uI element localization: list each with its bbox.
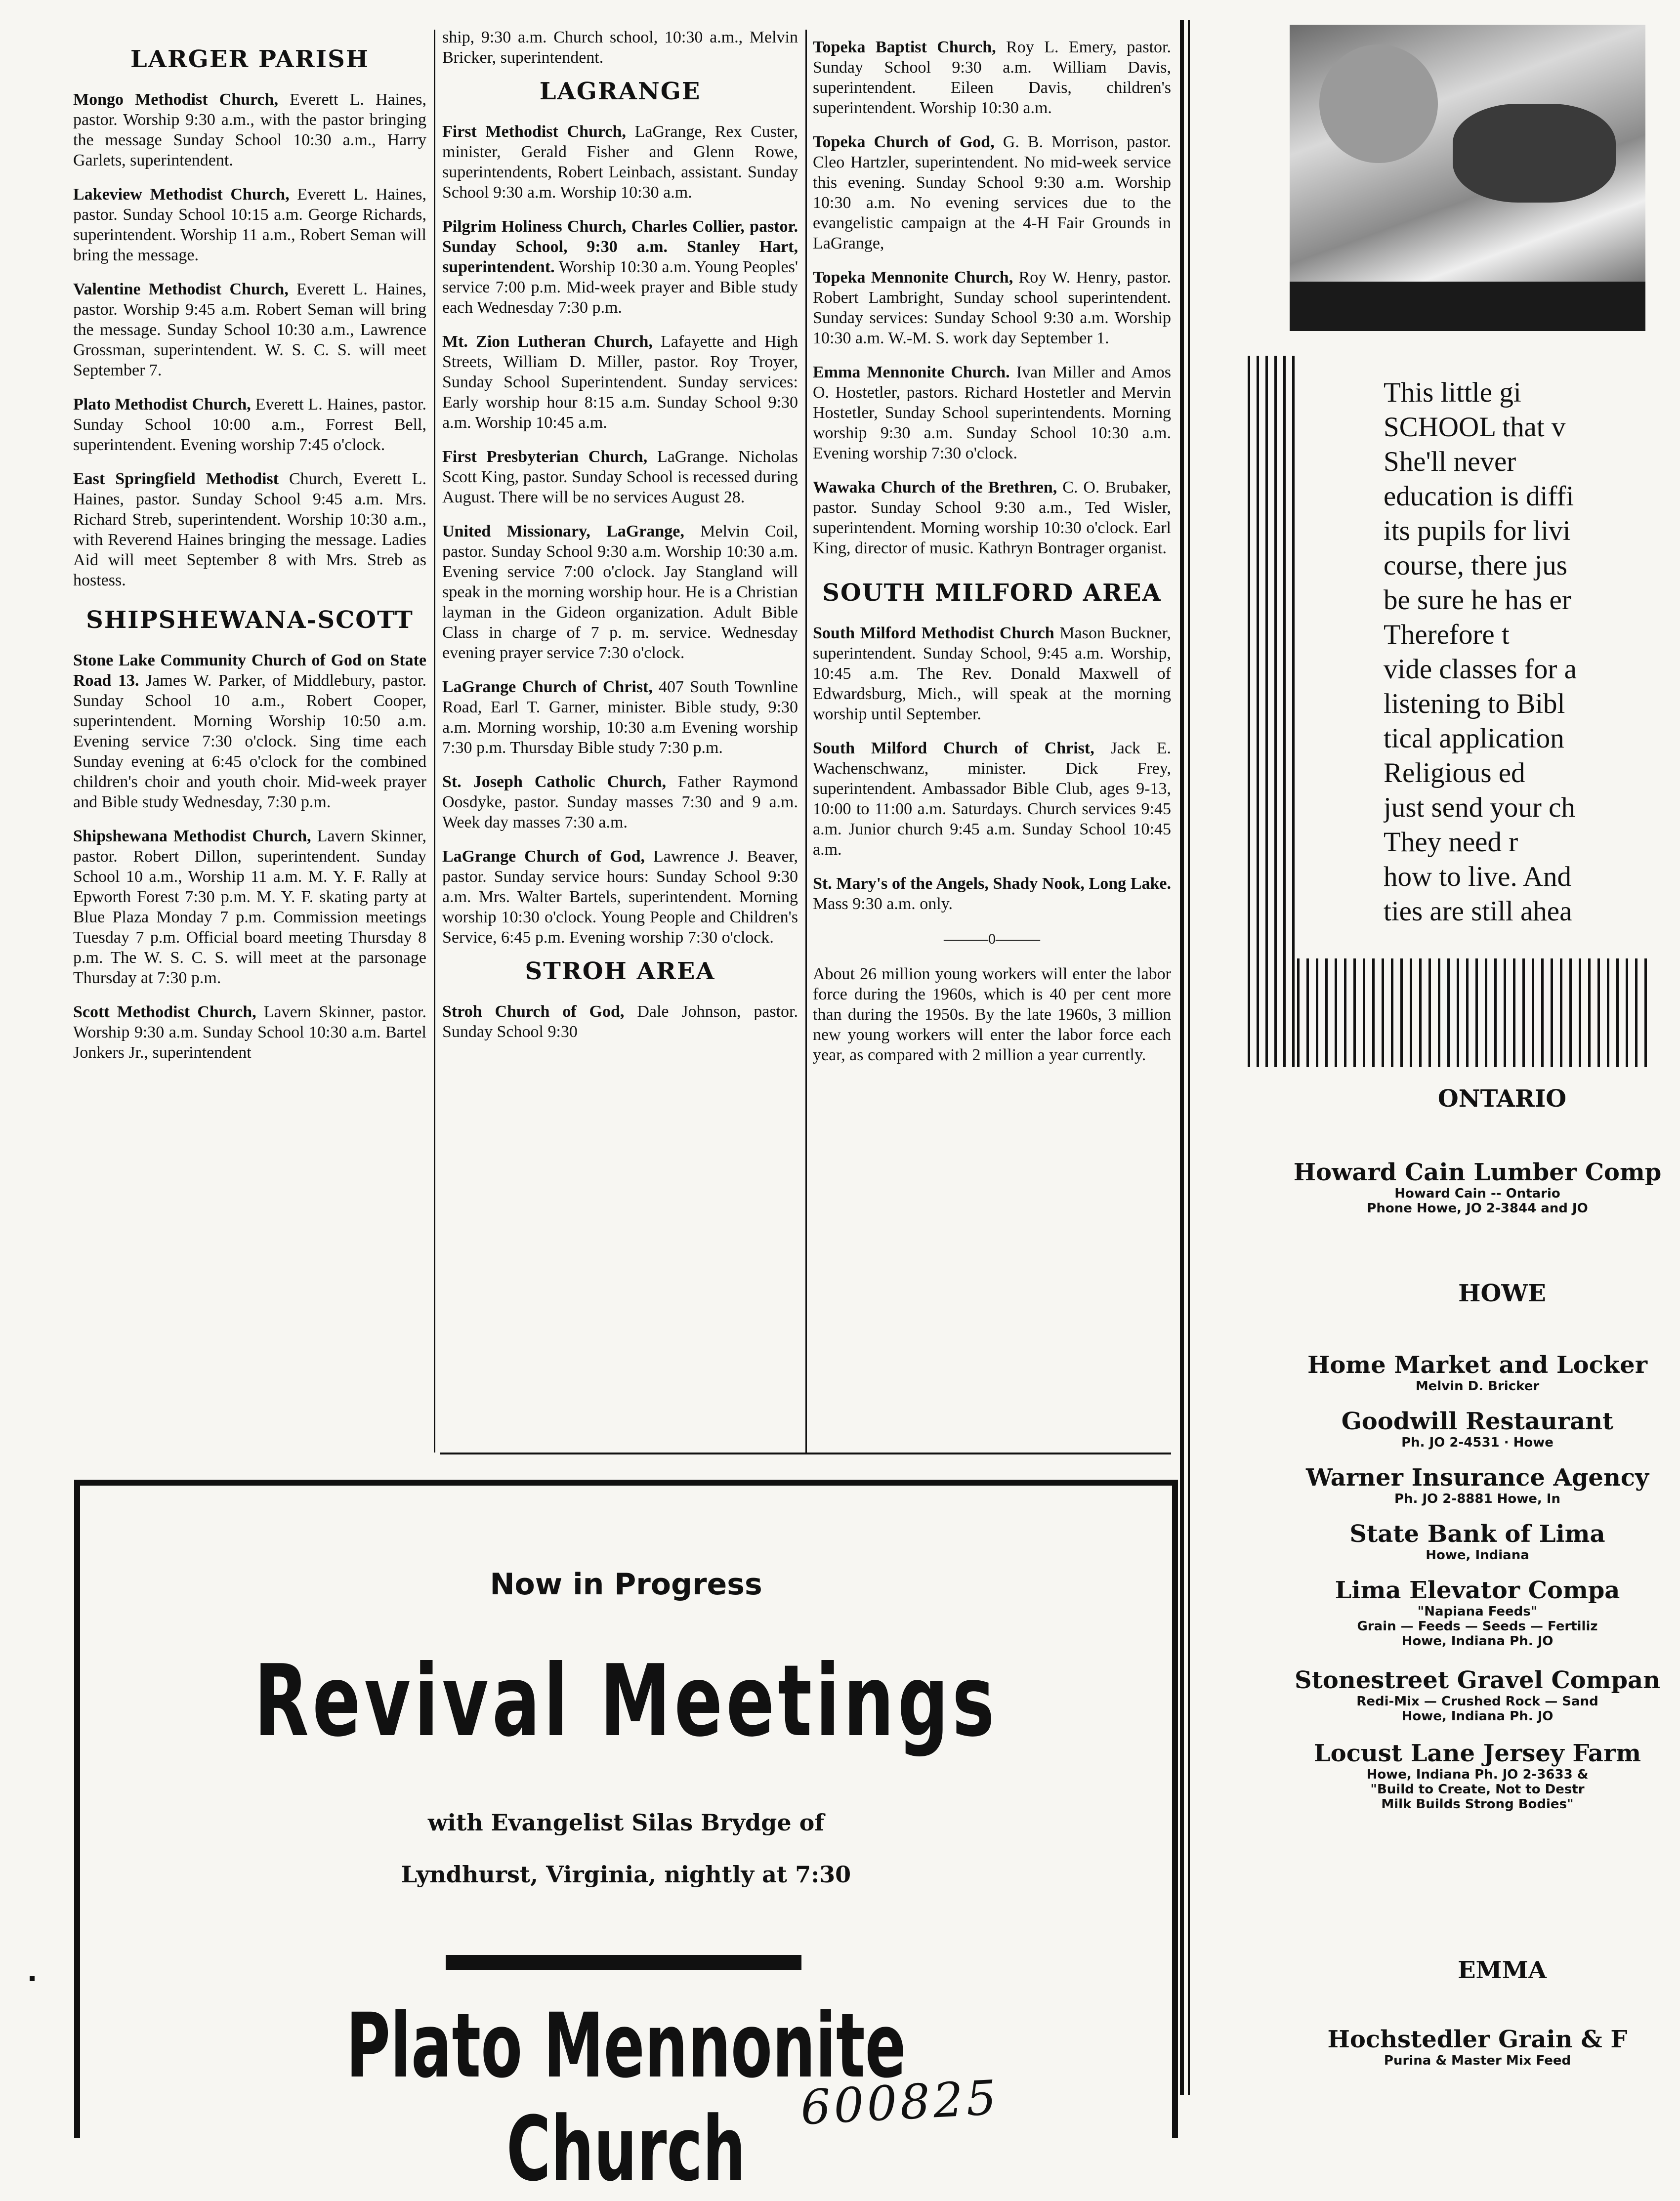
listing-name: LaGrange Church of God, bbox=[442, 847, 645, 866]
listing-name: First Methodist Church, bbox=[442, 123, 626, 141]
church-listing bbox=[442, 677, 798, 758]
listing-name: East Springfield Methodist bbox=[73, 470, 279, 488]
listing-details: Father Raymond Oosdyke, pastor. Sunday masses 7:30 and 9 a.m. Week day masses 7:30 a.m. bbox=[442, 773, 798, 831]
listing-details: James W. Parker, of Middlebury, pastor. Sunday School 10 a.m., Robert Cooper, superintendent. Morning Worship 10:50 a.m. Evening service 7:30 o'clock. Sing time each Sunday evening at 6:45 o'clock for the combined children's choir and youth choir. Mid-week prayer and Bible study Wednesday, 7:30 p.m. bbox=[73, 671, 427, 811]
listing-details: Everett L. Haines, pastor. Worship 9:30 a.m., with the pastor bringing the message Sunday School 10:30 a.m., Harry Garlets, superintendent. bbox=[73, 90, 426, 169]
photo bbox=[1290, 25, 1645, 331]
listing-details: Worship 10:30 a.m. Young Peoples' service 7:00 p.m. Mid-week prayer and Bible study each Wednesday 7:30 p.m. bbox=[442, 258, 798, 317]
business-detail: Ph. JO 2-4531 · Howe bbox=[1401, 1435, 1554, 1450]
listing-details: C. O. Brubaker, pastor. Sunday School 9:30 a.m., Ted Wisler, superintendent. Morning worship 10:30 o'clock. Earl King, director of music. Kathryn Bontrager organist. bbox=[813, 478, 1172, 557]
page-rule bbox=[1180, 20, 1184, 2095]
photo-shape bbox=[1290, 282, 1645, 331]
listing-name: Shipshewana Methodist Church, bbox=[73, 827, 311, 845]
news-item: About 26 million young workers will enter the labor force during the 1960s, which is 40 per cent more than during the 1950s. By the late 1960s, 3 million new young workers will enter the labor force each year, as compared with 2 million a year currently. bbox=[813, 965, 1171, 1064]
listing-details: Mass 9:30 a.m. only. bbox=[813, 895, 953, 913]
revival-ad bbox=[74, 1480, 1178, 2201]
stripes-bottom bbox=[1297, 958, 1653, 1067]
business-name: Locust Lane Jersey Farm bbox=[1313, 1740, 1641, 1767]
ad-text-line: course, there jus bbox=[1384, 550, 1567, 581]
business-detail: Grain — Feeds — Seeds — Fertiliz bbox=[1357, 1619, 1598, 1634]
listing-details: LaGrange. Nicholas Scott King, pastor. Sunday School is recessed during August. There will be no services August 28. bbox=[442, 448, 798, 506]
business-listing bbox=[1285, 2026, 1670, 2068]
business-listing bbox=[1285, 1740, 1670, 1812]
school-ad-text bbox=[1384, 375, 1680, 929]
listing-details: Everett L. Haines, pastor. Worship 9:45 a.m. Robert Seman will bring the message. Sunday School 10:30 a.m., Lawrence Grossman, superintendent. W. S. C. S. will meet September 7. bbox=[73, 280, 426, 379]
listing-details: Jack E. Wachenschwanz, minister. Dick Frey, superintendent. Ambassador Bible Club, ages 9-13, 10:00 to 11:00 a.m. Saturdays. Church services 9:45 a.m. Junior church 9:45 a.m. Sunday School 10:45 a.m. bbox=[813, 739, 1171, 859]
listing-name: Topeka Mennonite Church, bbox=[813, 268, 1013, 287]
listing-details: Mason Buckner, superintendent. Sunday School, 9:45 a.m. Worship, 10:45 a.m. The Rev. Donald Maxwell of Edwardsburg, Mich., will speak at the morning worship until September. bbox=[813, 624, 1171, 723]
business-name: Warner Insurance Agency bbox=[1306, 1464, 1649, 1492]
church-listing bbox=[73, 184, 426, 265]
listing-details: Everett L. Haines, pastor. Sunday School 10:00 a.m., Forrest Bell, superintendent. Evening worship 7:45 o'clock. bbox=[73, 395, 426, 454]
listing-name: Plato Methodist Church, bbox=[73, 395, 251, 414]
ad-text-line: its pupils for livi bbox=[1384, 515, 1571, 546]
business-name: Lima Elevator Compa bbox=[1335, 1577, 1620, 1604]
heading-shipshewana-scott: SHIPSHEWANA-SCOTT bbox=[86, 606, 414, 634]
listing-name: St. Joseph Catholic Church, bbox=[442, 773, 666, 791]
listing-details: Ivan Miller and Amos O. Hostetler, pastors. Richard Hostetler and Mervin Hostetler, Sunday School superintendents. Morning worship 9:30 a.m. Sunday School 10:30 a.m. Evening worship 7:30 o'clock. bbox=[813, 363, 1172, 462]
listing-name: Valentine Methodist Church, bbox=[73, 280, 289, 298]
listing-name: Mt. Zion Lutheran Church, bbox=[442, 332, 653, 351]
business-name: Stonestreet Gravel Compan bbox=[1294, 1666, 1661, 1694]
church-listing bbox=[73, 394, 426, 455]
stripes-left bbox=[1248, 356, 1297, 1067]
listing-name: Mongo Methodist Church, bbox=[73, 90, 279, 109]
bottom-mark bbox=[30, 1976, 35, 1981]
listing-name: Pilgrim Holiness Church, Charles Collier, pastor. Sunday School, 9:30 a.m. Stanley Hart, superintendent. bbox=[442, 217, 798, 276]
business-detail: Howe, Indiana bbox=[1426, 1548, 1529, 1563]
listing-details: G. B. Morrison, pastor. Cleo Hartzler, superintendent. No mid-week service this evening. Sunday School 9:30 a.m. Worship 10:30 a.m. No evening services due to the evangelistic campaign at the 4-H Fair Grounds in LaGrange, bbox=[813, 133, 1172, 252]
church-listing bbox=[813, 738, 1171, 860]
heading-lagrange: LAGRANGE bbox=[539, 78, 701, 105]
business-name: Hochstedler Grain & F bbox=[1327, 2026, 1628, 2053]
ad-text-line: Religious ed bbox=[1384, 757, 1525, 789]
business-name: Goodwill Restaurant bbox=[1341, 1408, 1614, 1435]
listing-details: Lavern Skinner, pastor. Robert Dillon, superintendent. Sunday School 10 a.m., Worship 11 a.m. M. Y. F. Rally at Epworth Forest 7:30 p.m. M. Y. F. skating party at Blue Plaza Monday 7 p.m. Commission meetings Tuesday 7 p.m. Official board meeting Thursday 8 p.m. The W. S. C. S. will meet at the parsonage Thursday at 7:30 p.m. bbox=[73, 827, 426, 987]
column-1 bbox=[73, 30, 426, 1077]
business-listing bbox=[1285, 1520, 1670, 1563]
business-detail: "Build to Create, Not to Destr bbox=[1370, 1782, 1585, 1797]
church-listing bbox=[442, 521, 798, 663]
column-rule bbox=[805, 30, 807, 1453]
topeka-listings bbox=[813, 37, 1171, 558]
listing-details: Roy L. Emery, pastor. Sunday School 9:30 a.m. William Davis, superintendent. Eileen Davis, children's superintendent. Worship 10:30 a.m. bbox=[813, 38, 1171, 117]
ad-text-line: SCHOOL that v bbox=[1384, 412, 1566, 443]
heading-larger-parish: LARGER PARISH bbox=[130, 45, 370, 73]
ad-text-line: vide classes for a bbox=[1384, 654, 1577, 685]
ad-text-line: listening to Bibl bbox=[1384, 688, 1565, 719]
larger-parish-listings bbox=[73, 89, 426, 590]
heading-stroh-area: STROH AREA bbox=[525, 957, 715, 985]
directory-heading-emma: EMMA bbox=[1457, 1956, 1547, 1984]
church-listing bbox=[813, 873, 1171, 914]
ad-text-line: education is diffi bbox=[1384, 481, 1574, 512]
business-detail: Phone Howe, JO 2-3844 and JO bbox=[1367, 1201, 1588, 1216]
business-listing bbox=[1285, 1351, 1670, 1394]
listing-details: Lafayette and High Streets, William D. Miller, pastor. Roy Troyer, Sunday School Superintendent. Sunday services: Early worship hour 8:15 a.m. Sunday School 9:30 a.m. Worship 10:45 a.m. bbox=[442, 332, 798, 432]
church-listing bbox=[813, 267, 1171, 348]
photo-shape bbox=[1453, 104, 1616, 203]
business-name: Howard Cain Lumber Comp bbox=[1293, 1159, 1662, 1186]
business-listing bbox=[1285, 1159, 1670, 1216]
business-name: Home Market and Locker bbox=[1307, 1351, 1647, 1379]
divider: ———0——— bbox=[944, 931, 1040, 947]
directory-heading-howe: HOWE bbox=[1458, 1280, 1546, 1307]
listing-name: Topeka Baptist Church, bbox=[813, 38, 996, 56]
ad-text-line: tical application bbox=[1384, 723, 1564, 754]
ad-rule bbox=[446, 1955, 801, 1970]
listing-details: Church, Everett L. Haines, pastor. Sunday School 9:45 a.m. Mrs. Richard Streb, superintendent. Worship 10:30 a.m., with Reverend Haines bringing the message. Ladies Aid will meet September 8 with Mrs. Streb as hostess. bbox=[73, 470, 426, 589]
business-detail: Redi-Mix — Crushed Rock — Sand bbox=[1356, 1694, 1598, 1709]
business-detail: Ph. JO 2-8881 Howe, In bbox=[1394, 1492, 1560, 1506]
business-name: State Bank of Lima bbox=[1349, 1520, 1605, 1548]
business-detail: Howe, Indiana Ph. JO bbox=[1401, 1709, 1554, 1724]
page-rule bbox=[1188, 20, 1190, 2095]
business-detail: Howe, Indiana Ph. JO bbox=[1401, 1634, 1554, 1649]
church-listing bbox=[813, 362, 1171, 463]
church-listing bbox=[813, 37, 1171, 118]
handwritten-number: 600825 bbox=[799, 2070, 1001, 2136]
listing-name: Stroh Church of God, bbox=[442, 1002, 625, 1021]
business-listing bbox=[1285, 1408, 1670, 1450]
ad-text-line: They need r bbox=[1384, 827, 1518, 858]
listing-details: Lavern Skinner, pastor. Worship 9:30 a.m. Sunday School 10:30 a.m. Bartel Jonkers Jr., superintendent bbox=[73, 1003, 426, 1062]
church-listing bbox=[442, 846, 798, 948]
listing-details: Dale Johnson, pastor. Sunday School 9:30 bbox=[442, 1002, 798, 1041]
church-listing bbox=[442, 216, 798, 318]
south-milford-listings bbox=[813, 623, 1171, 914]
ad-text-line: This little gi bbox=[1384, 377, 1521, 408]
church-listing bbox=[813, 623, 1171, 724]
ad-text-line: how to live. And bbox=[1384, 861, 1571, 892]
shipshewana-listings bbox=[73, 650, 426, 1063]
photo-shape bbox=[1319, 44, 1438, 163]
business-detail: Milk Builds Strong Bodies" bbox=[1381, 1797, 1574, 1812]
listing-name: Wawaka Church of the Brethren, bbox=[813, 478, 1057, 497]
church-listing bbox=[442, 122, 798, 203]
ad-title: Revival Meetings bbox=[254, 1644, 998, 1759]
church-listing bbox=[73, 650, 426, 812]
listing-name: Scott Methodist Church, bbox=[73, 1003, 256, 1021]
listing-name: Lakeview Methodist Church, bbox=[73, 185, 290, 204]
ad-text-line: just send your ch bbox=[1384, 792, 1575, 823]
ad-line-2: Lyndhurst, Virginia, nightly at 7:30 bbox=[401, 1861, 851, 1888]
church-listing bbox=[442, 1001, 798, 1042]
listing-name: St. Mary's of the Angels, Shady Nook, Long Lake. bbox=[813, 874, 1171, 893]
ad-top-line: Now in Progress bbox=[490, 1567, 762, 1602]
ad-text-line: Therefore t bbox=[1384, 619, 1510, 650]
ad-line-1: with Evangelist Silas Brydge of bbox=[427, 1809, 825, 1836]
listing-details: Everett L. Haines, pastor. Sunday School 10:15 a.m. George Richards, superintendent. Worship 11 a.m., Robert Seman will bring the message. bbox=[73, 185, 426, 264]
church-listing bbox=[73, 89, 426, 170]
business-listing bbox=[1285, 1464, 1670, 1506]
column-3 bbox=[813, 37, 1171, 1079]
church-listing bbox=[73, 279, 426, 380]
ad-text-line: ties are still ahea bbox=[1384, 896, 1572, 927]
listing-details: LaGrange, Rex Custer, minister, Gerald Fisher and Glenn Rowe, superintendents, Robert Leinbach, assistant. Sunday School 9:30 a.m. Worship 10:30 a.m. bbox=[442, 123, 798, 202]
business-listing bbox=[1285, 1666, 1670, 1724]
listing-details: 407 South Townline Road, Earl T. Garner, minister. Bible study, 9:30 a.m. Morning worship, 10:30 a.m Evening worship 7:30 p.m. Thursday Bible study 7:30 p.m. bbox=[442, 678, 798, 757]
church-listing bbox=[442, 772, 798, 832]
column-2 bbox=[442, 27, 798, 1056]
listing-details: Melvin Coil, pastor. Sunday School 9:30 a.m. Worship 10:30 a.m. Evening service 7:00 o'clock. Jay Stangland will speak in the morning worship hour. He is a Christian layman in the Gideon organization. Adult Bible Class in charge of 7 p. m. service. Wednesday evening prayer service 7:30 o'clock. bbox=[442, 522, 798, 662]
church-listing bbox=[442, 447, 798, 507]
listing-details: Lawrence J. Beaver, pastor. Sunday service hours: Sunday School 9:30 a.m. Mrs. Walter Bartels, superintendent. Morning worship 10:30 o'clock. Young People and Children's Service, 6:45 p.m. Evening worship 7:30 o'clock. bbox=[442, 847, 798, 947]
church-listing bbox=[442, 332, 798, 433]
listing-name: United Missionary, LaGrange, bbox=[442, 522, 684, 540]
church-listing bbox=[73, 1002, 426, 1063]
listing-name: LaGrange Church of Christ, bbox=[442, 678, 653, 696]
church-listing bbox=[73, 469, 426, 590]
business-detail: Howe, Indiana Ph. JO 2-3633 & bbox=[1366, 1767, 1589, 1782]
directory-heading-ontario: ONTARIO bbox=[1437, 1085, 1567, 1113]
business-listing bbox=[1285, 1577, 1670, 1649]
stroh-listings bbox=[442, 1001, 798, 1042]
listing-name: First Presbyterian Church, bbox=[442, 448, 648, 466]
listing-details: Roy W. Henry, pastor. Robert Lambright, Sunday school superintendent. Sunday services: Sunday School 9:30 a.m. Worship 10:30 a.m. W.-M. S. work day September 1. bbox=[813, 268, 1171, 347]
business-detail: Howard Cain -- Ontario bbox=[1394, 1186, 1560, 1201]
section-rule bbox=[440, 1453, 1171, 1454]
ad-text-line: be sure he has er bbox=[1384, 584, 1571, 616]
ad-church-name: Plato Mennonite Church bbox=[346, 1994, 906, 2201]
business-detail: Purina & Master Mix Feed bbox=[1384, 2053, 1571, 2068]
church-listing bbox=[73, 826, 426, 988]
lagrange-listings bbox=[442, 122, 798, 948]
heading-south-milford-area: SOUTH MILFORD AREA bbox=[822, 579, 1162, 607]
listing-name: South Milford Methodist Church bbox=[813, 624, 1054, 642]
listing-name: Stone Lake Community Church of God on State Road 13. bbox=[73, 651, 426, 690]
business-detail: "Napiana Feeds" bbox=[1417, 1604, 1538, 1619]
listing-name: Topeka Church of God, bbox=[813, 133, 995, 151]
listing-name: Emma Mennonite Church. bbox=[813, 363, 1010, 381]
continued-text: ship, 9:30 a.m. Church school, 10:30 a.m., Melvin Bricker, superintendent. bbox=[442, 28, 798, 67]
column-rule bbox=[434, 30, 435, 1453]
church-listing bbox=[813, 132, 1171, 253]
ad-text-line: She'll never bbox=[1384, 446, 1516, 477]
business-detail: Melvin D. Bricker bbox=[1415, 1379, 1540, 1394]
church-listing bbox=[813, 477, 1171, 558]
listing-name: South Milford Church of Christ, bbox=[813, 739, 1094, 757]
